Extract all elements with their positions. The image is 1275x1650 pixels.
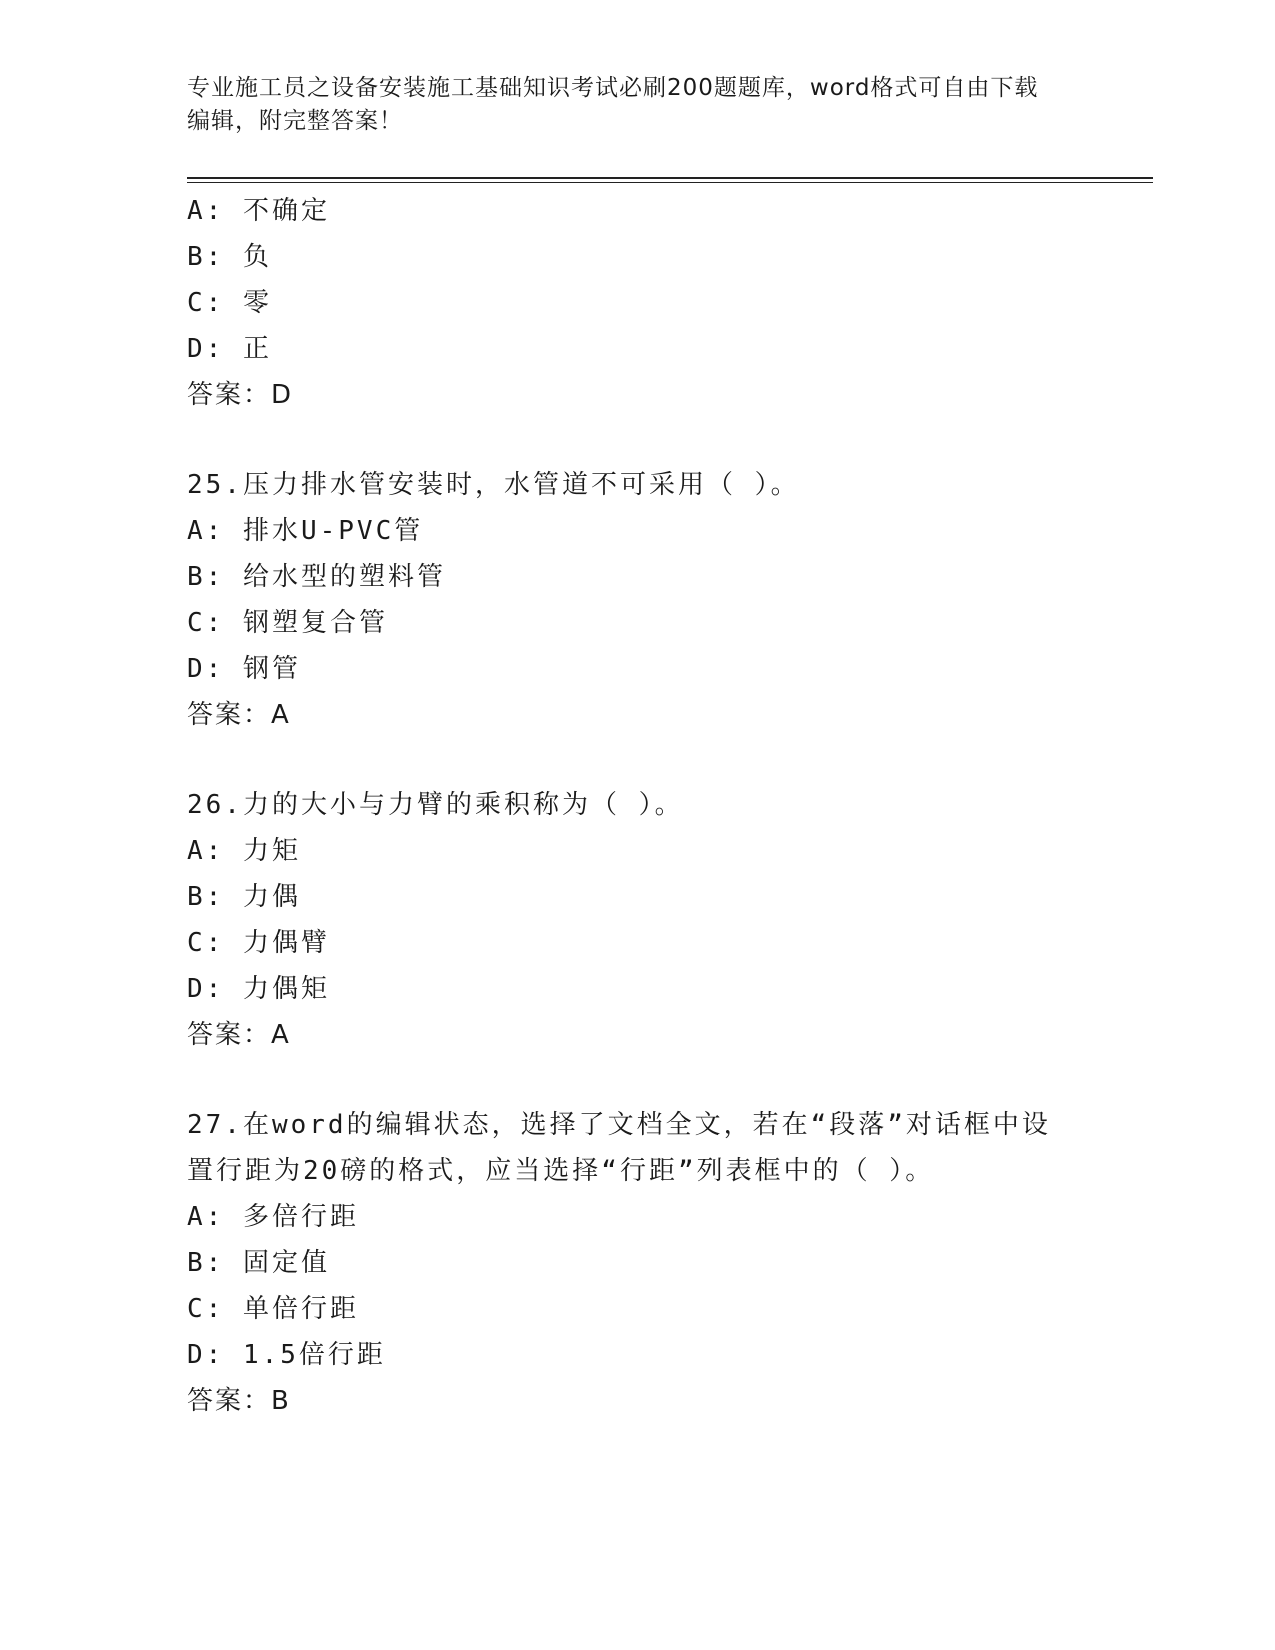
question-text: 26.力的大小与力臂的乘积称为（ ）。	[187, 790, 684, 820]
question-25	[187, 462, 1087, 738]
option-a: A: 多倍行距	[187, 1202, 359, 1232]
question-text-line-1: 27.在word的编辑状态，选择了文档全文，若在“段落”对话框中设	[187, 1110, 1051, 1140]
answer-text: 答案：A	[187, 700, 291, 730]
option-d: D: 正	[187, 334, 272, 364]
option-a: A: 排水U-PVC管	[187, 516, 424, 546]
option-a: A: 力矩	[187, 836, 301, 866]
option-b: B: 负	[187, 242, 272, 272]
header-divider	[187, 177, 1153, 179]
option-a: A: 不确定	[187, 196, 330, 226]
option-d: D: 1.5倍行距	[187, 1340, 386, 1370]
question-text: 25.压力排水管安装时，水管道不可采用（ ）。	[187, 470, 800, 500]
header-title-line-1: 专业施工员之设备安装施工基础知识考试必刷200题题库，word格式可自由下载	[187, 75, 1039, 101]
option-c: C: 钢塑复合管	[187, 608, 388, 638]
header-divider-thin	[187, 182, 1153, 183]
answer-text: 答案：B	[187, 1386, 291, 1416]
question-list	[187, 188, 1087, 1424]
option-b: B: 固定值	[187, 1248, 330, 1278]
document-header	[187, 72, 1087, 138]
option-c: C: 单倍行距	[187, 1294, 359, 1324]
option-c: C: 力偶臂	[187, 928, 330, 958]
question-27	[187, 1102, 1087, 1424]
header-title-line-2: 编辑，附完整答案！	[187, 108, 403, 134]
answer-text: 答案：D	[187, 380, 294, 410]
option-c: C: 零	[187, 288, 272, 318]
question-text-line-2: 置行距为20磅的格式，应当选择“行距”列表框中的（ ）。	[187, 1156, 935, 1186]
option-d: D: 钢管	[187, 654, 301, 684]
option-b: B: 力偶	[187, 882, 301, 912]
answer-text: 答案：A	[187, 1020, 291, 1050]
question-24	[187, 188, 1087, 418]
question-26	[187, 782, 1087, 1058]
option-d: D: 力偶矩	[187, 974, 330, 1004]
option-b: B: 给水型的塑料管	[187, 562, 446, 592]
